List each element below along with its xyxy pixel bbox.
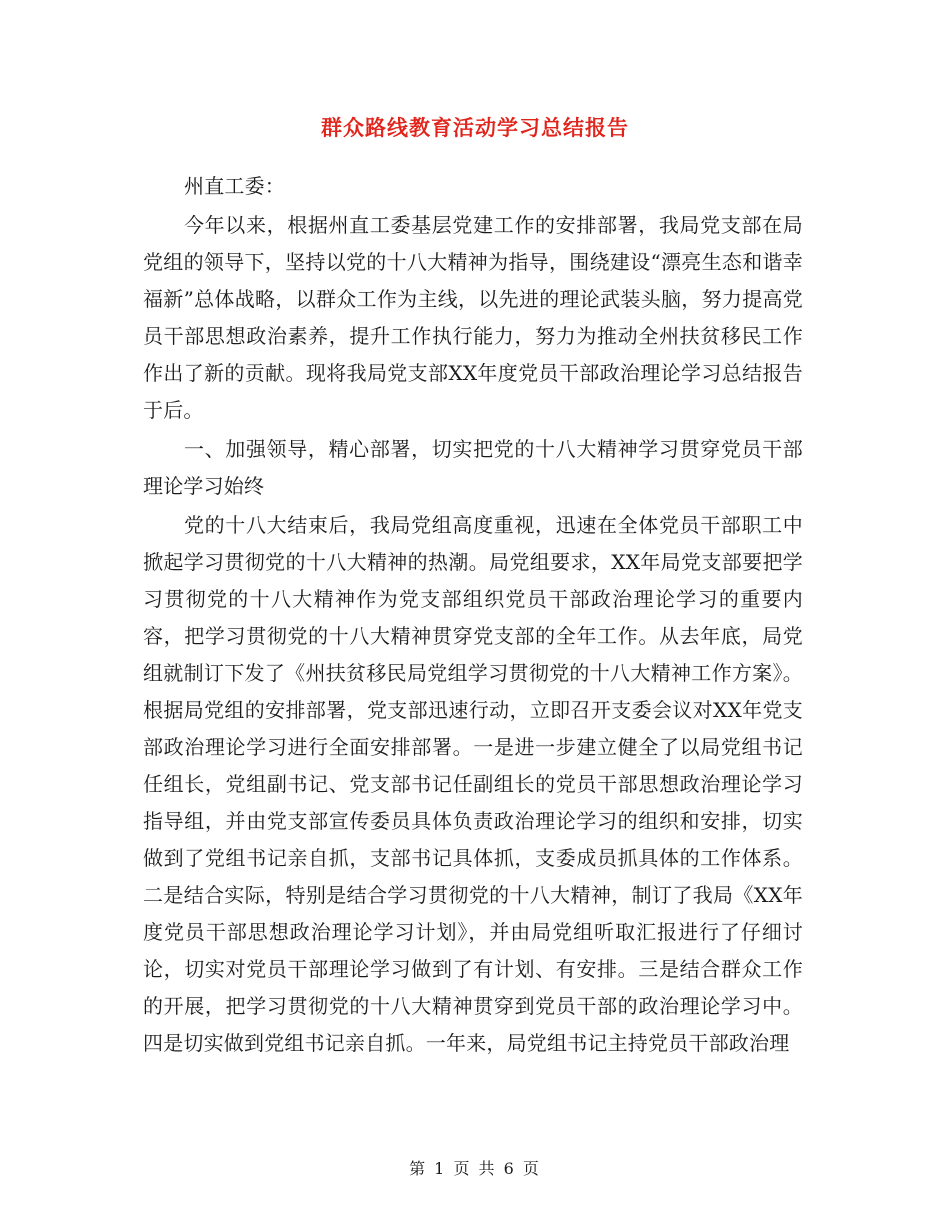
document-body: [143, 168, 803, 1062]
page-number: 第 1 页 共 6 页: [409, 1159, 541, 1178]
salutation: 州直工委：: [184, 174, 285, 198]
document-title: 群众路线教育活动学习总结报告: [321, 115, 629, 140]
paragraph-section-1: 党的十八大结束后，我局党组高度重视，迅速在全体党员干部职工中掀起学习贯彻党的十八大精神的热潮。局党组要求，XX年局党支部要把学习贯彻党的十八大精神作为党支部组织党员干部政治理论学习的重要内容，把学习贯彻党的十八大精神贯穿党支部的全年工作。从去年底，局党组就制订下发了《州扶贫移民局党组学习贯彻党的十八大精神工作方案》。根据局党组的安排部署，党支部迅速行动，立即召开支委会议对XX年党支部政治理论学习进行全面安排部署。一是进一步建立健全了以局党组书记任组长，党组副书记、党支部书记任副组长的党员干部思想政治理论学习指导组，并由党支部宣传委员具体负责政治理论学习的组织和安排，切实做到了党组书记亲自抓，支部书记具体抓，支委成员抓具体的工作体系。二是结合实际，特别是结合学习贯彻党的十八大精神，制订了我局《XX年度党员干部思想政治理论学习计划》，并由局党组听取汇报进行了仔细讨论，切实对党员干部理论学习做到了有计划、有安排。三是结合群众工作的开展，把学习贯彻党的十八大精神贯穿到党员干部的政治理论学习中。四是切实做到党组书记亲自抓。一年来，局党组书记主持党员干部政治理: [143, 513, 803, 1055]
paragraph-intro: 今年以来，根据州直工委基层党建工作的安排部署，我局党支部在局党组的领导下，坚持以党的十八大精神为指导，围绕建设“漂亮生态和谐幸福新”总体战略，以群众工作为主线，以先进的理论武装头脑，努力提高党员干部思想政治素养，提升工作执行能力，努力为推动全州扶贫移民工作作出了新的贡献。现将我局党支部XX年度党员干部政治理论学习总结报告于后。: [143, 213, 803, 422]
section-heading-1: 一、加强领导，精心部署，切实把党的十八大精神学习贯穿党员干部理论学习始终: [143, 437, 803, 498]
